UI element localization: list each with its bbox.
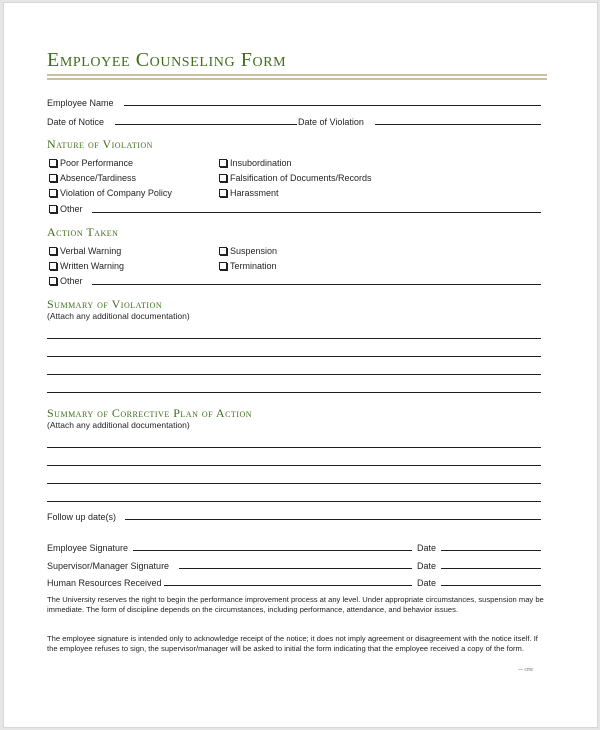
checkbox-icon[interactable]	[219, 247, 227, 255]
supervisor-signature-label: Supervisor/Manager Signature	[47, 561, 170, 571]
summary-of-violation-subheading: (Attach any additional documentation)	[47, 311, 190, 321]
checkbox-label: Other	[60, 204, 83, 214]
supervisor-date-field[interactable]	[441, 568, 541, 569]
checkbox-label: Termination	[230, 261, 277, 271]
follow-up-label: Follow up date(s)	[47, 512, 117, 522]
form-page	[3, 2, 598, 728]
checkbox-verbal-warning[interactable]	[49, 246, 121, 256]
follow-up-field[interactable]	[125, 519, 541, 520]
checkbox-suspension[interactable]	[219, 246, 277, 256]
footer-mark: — cmc	[518, 667, 534, 673]
checkbox-icon[interactable]	[49, 247, 57, 255]
corrective-plan-subheading: (Attach any additional documentation)	[47, 420, 190, 430]
checkbox-falsification[interactable]	[219, 173, 372, 183]
nature-of-violation-heading: Nature of Violation	[47, 137, 153, 151]
checkbox-icon[interactable]	[49, 189, 57, 197]
checkbox-icon[interactable]	[49, 262, 57, 270]
checkbox-violation-of-company-policy[interactable]	[49, 188, 172, 198]
employee-name-field[interactable]	[124, 105, 541, 106]
summary-of-violation-heading: Summary of Violation	[47, 297, 163, 311]
title-rule-top	[47, 74, 547, 76]
signature-acknowledgement-note: The employee signature is intended only to acknowledge receipt of the notice; it does not imply agreement or disagreement with the notice itself. If the employee refuses to sign, the supervisor/manager will be asked to initial the form indicating that the employee received a copy of the form.	[47, 634, 538, 654]
checkbox-icon[interactable]	[49, 277, 57, 285]
checkbox-icon[interactable]	[219, 174, 227, 182]
page-title: Employee Counseling Form	[47, 49, 287, 71]
violation-summary-line-2[interactable]	[47, 356, 541, 357]
corrective-plan-line-4[interactable]	[47, 501, 541, 502]
checkbox-violation-other[interactable]	[49, 204, 83, 214]
violation-summary-line-3[interactable]	[47, 374, 541, 375]
supervisor-signature-field[interactable]	[179, 568, 412, 569]
checkbox-icon[interactable]	[49, 205, 57, 213]
checkbox-insubordination[interactable]	[219, 158, 292, 168]
hr-date-field[interactable]	[441, 585, 541, 586]
employee-signature-field[interactable]	[133, 550, 412, 551]
checkbox-absence-tardiness[interactable]	[49, 173, 136, 183]
checkbox-label: Insubordination	[230, 158, 292, 168]
checkbox-icon[interactable]	[49, 159, 57, 167]
employee-date-label: Date	[417, 543, 437, 553]
checkbox-icon[interactable]	[49, 174, 57, 182]
checkbox-icon[interactable]	[219, 262, 227, 270]
title-rule-bottom	[47, 78, 547, 80]
corrective-plan-line-3[interactable]	[47, 483, 541, 484]
employee-date-field[interactable]	[441, 550, 541, 551]
supervisor-date-label: Date	[417, 561, 437, 571]
checkbox-termination[interactable]	[219, 261, 277, 271]
hr-received-field[interactable]	[164, 585, 412, 586]
checkbox-label: Harassment	[230, 188, 279, 198]
checkbox-label: Poor Performance	[60, 158, 134, 168]
violation-other-field[interactable]	[92, 212, 541, 213]
date-of-violation-label: Date of Violation	[298, 117, 364, 127]
action-other-field[interactable]	[92, 284, 541, 285]
checkbox-icon[interactable]	[219, 189, 227, 197]
employee-signature-label: Employee Signature	[47, 543, 129, 553]
checkbox-label: Other	[60, 276, 83, 286]
checkbox-icon[interactable]	[219, 159, 227, 167]
checkbox-label: Violation of Company Policy	[60, 188, 172, 198]
corrective-plan-line-2[interactable]	[47, 465, 541, 466]
corrective-plan-heading: Summary of Corrective Plan of Action	[47, 406, 253, 420]
checkbox-label: Absence/Tardiness	[60, 173, 137, 183]
corrective-plan-line-1[interactable]	[47, 447, 541, 448]
hr-date-label: Date	[417, 578, 437, 588]
checkbox-harassment[interactable]	[219, 188, 279, 198]
date-of-notice-field[interactable]	[115, 124, 297, 125]
hr-received-label: Human Resources Received	[47, 578, 162, 588]
violation-summary-line-1[interactable]	[47, 338, 541, 339]
employee-name-label: Employee Name	[47, 98, 114, 108]
action-taken-heading: Action Taken	[47, 225, 119, 239]
checkbox-label: Written Warning	[60, 261, 125, 271]
checkbox-label: Verbal Warning	[60, 246, 122, 256]
checkbox-label: Falsification of Documents/Records	[230, 173, 372, 183]
date-of-violation-field[interactable]	[375, 124, 541, 125]
discipline-policy-note: The University reserves the right to begin the performance improvement process at any level. Under appropriate circumstances, suspension may be immediate. The form of discipline depends on the circumstances, including performance, attendance, and behavior issues.	[47, 595, 544, 615]
checkbox-label: Suspension	[230, 246, 278, 256]
checkbox-written-warning[interactable]	[49, 261, 124, 271]
checkbox-poor-performance[interactable]	[49, 158, 133, 168]
checkbox-action-other[interactable]	[49, 276, 83, 286]
violation-summary-line-4[interactable]	[47, 392, 541, 393]
date-of-notice-label: Date of Notice	[47, 117, 105, 127]
